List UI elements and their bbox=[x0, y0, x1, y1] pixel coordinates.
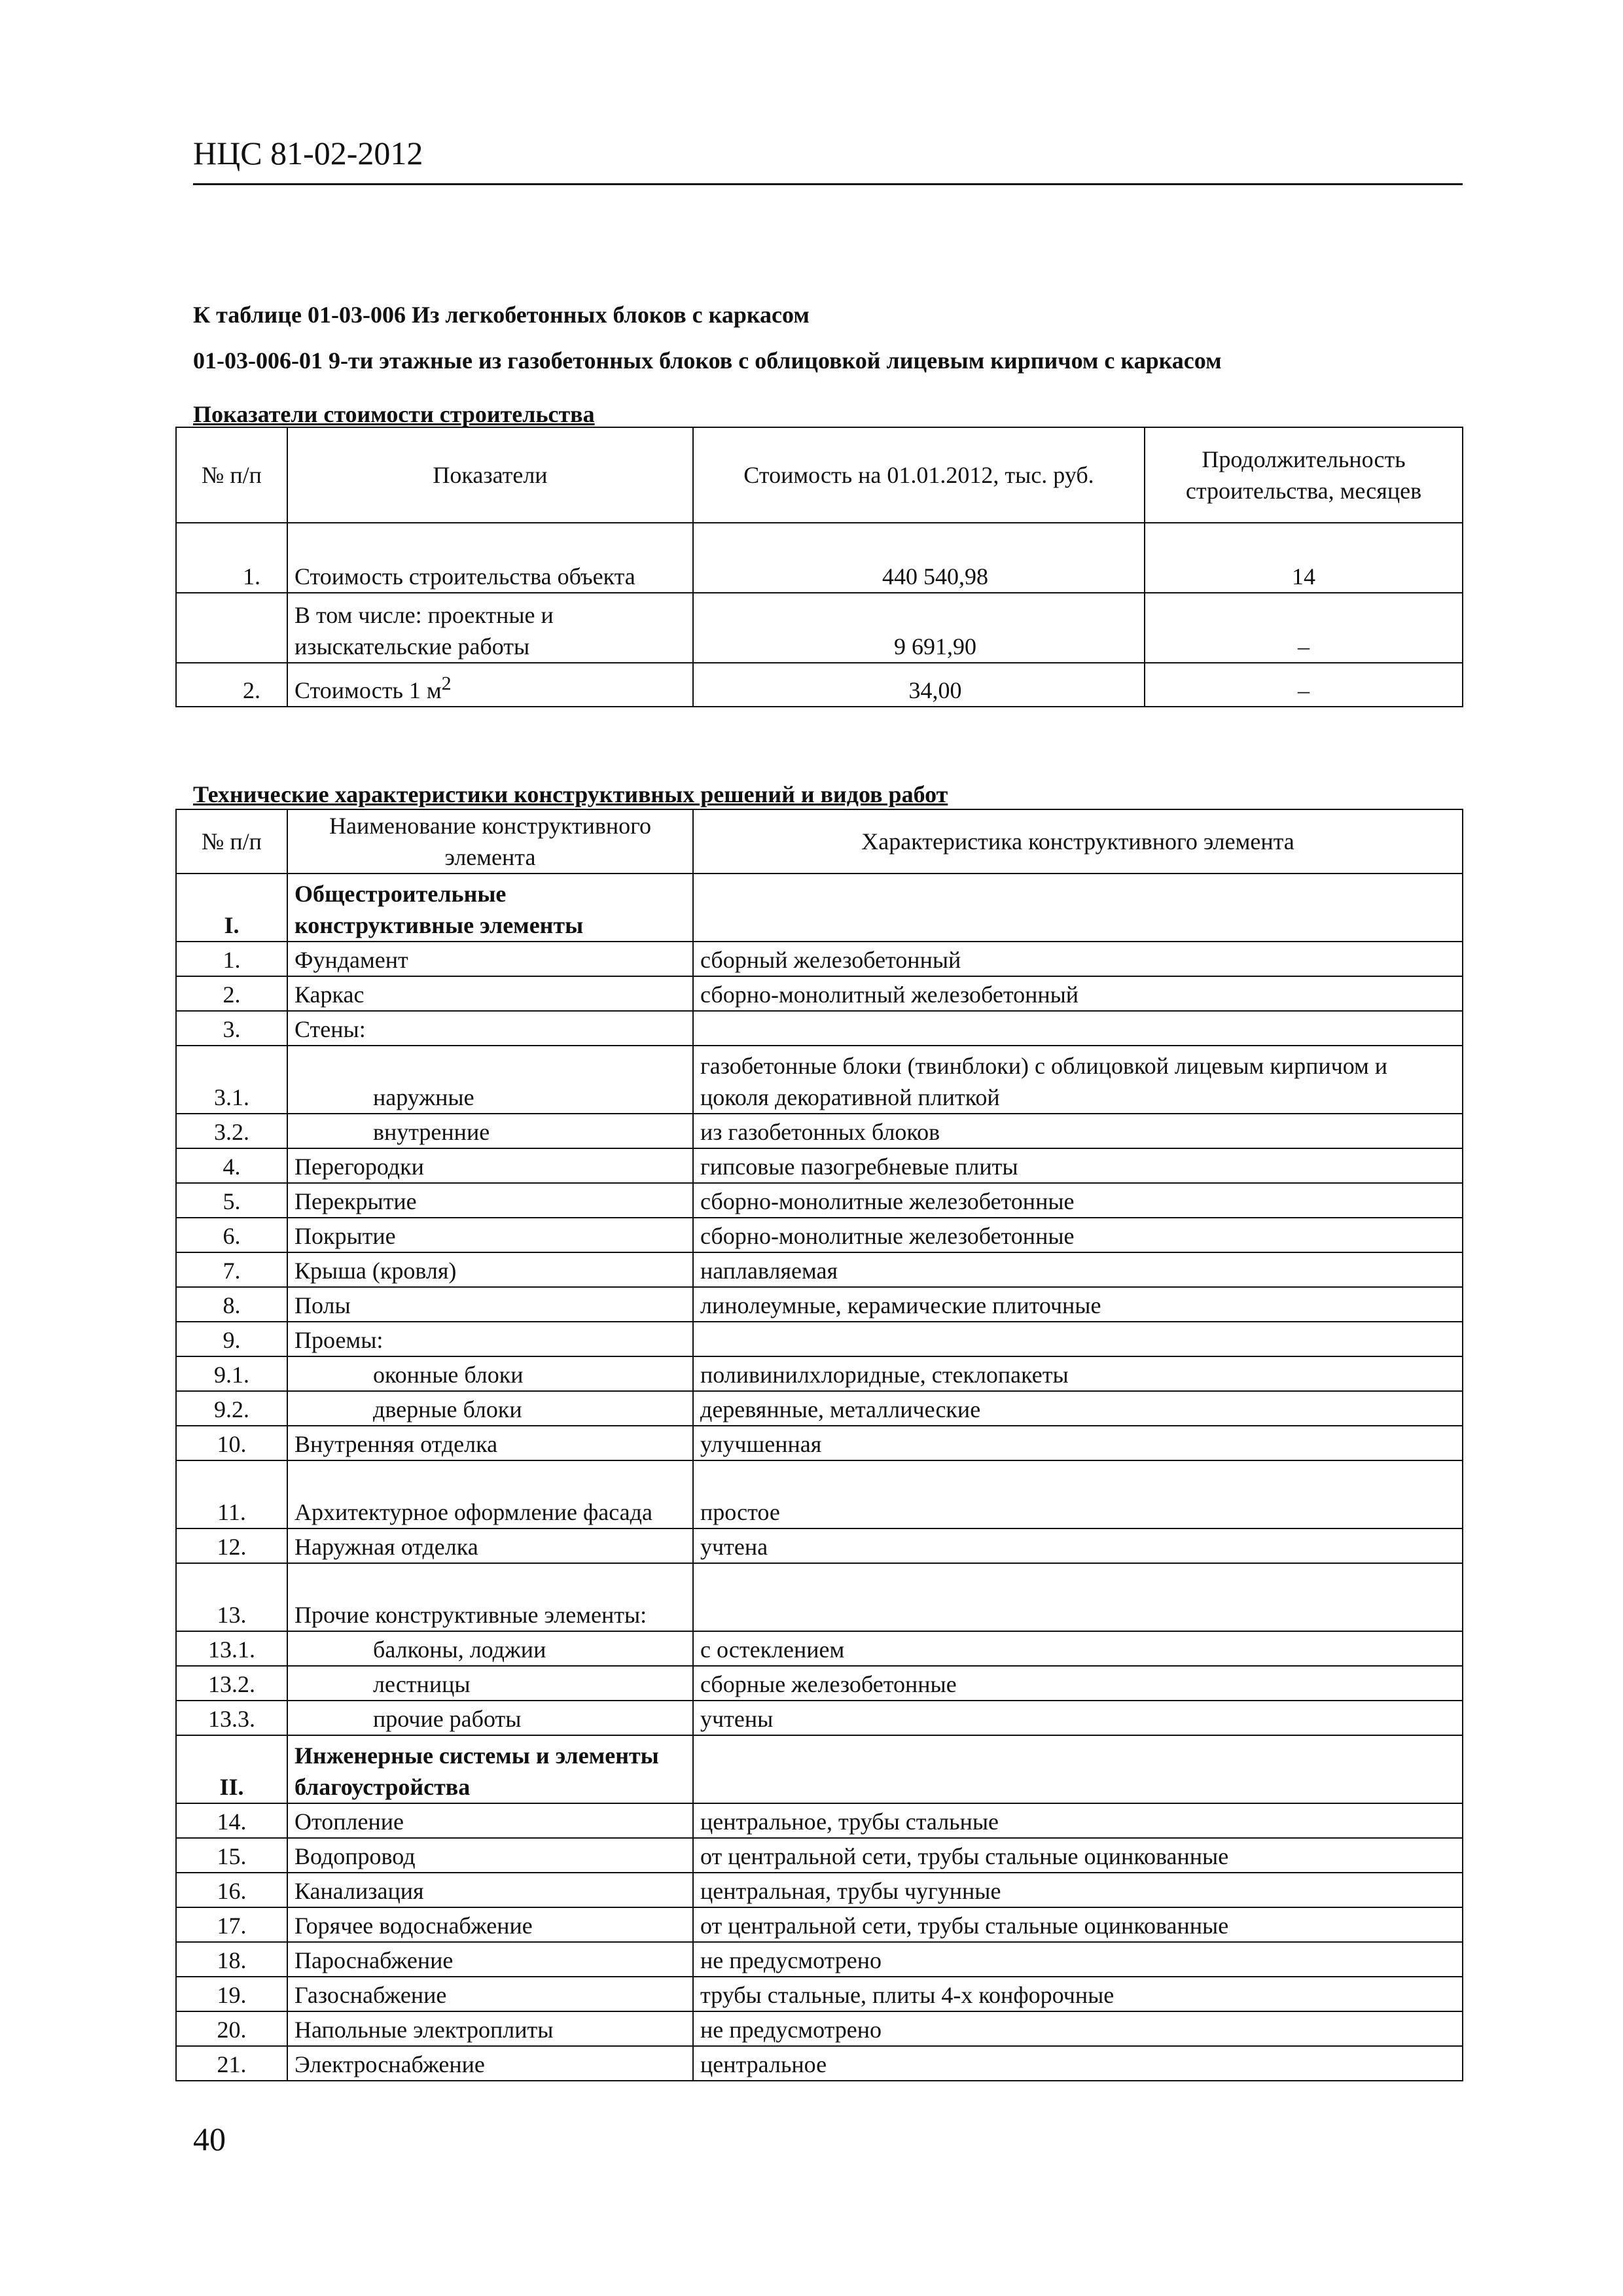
row-element-name: Стены: bbox=[287, 1011, 693, 1046]
row-num bbox=[176, 593, 287, 663]
tech-table bbox=[175, 809, 1463, 2081]
row-characteristic bbox=[693, 1735, 1463, 1803]
row-element-name: прочие работы bbox=[287, 1701, 693, 1735]
row-element-name: Внутренняя отделка bbox=[287, 1426, 693, 1460]
row-element-name: внутренние bbox=[287, 1114, 693, 1148]
row-num: 2. bbox=[176, 663, 287, 707]
row-characteristic: простое bbox=[693, 1460, 1463, 1528]
table-row bbox=[176, 1528, 1463, 1563]
row-indicator bbox=[287, 663, 693, 707]
row-element-name: оконные блоки bbox=[287, 1356, 693, 1391]
table-row bbox=[176, 1631, 1463, 1666]
row-cost: 440 540,98 bbox=[693, 523, 1145, 593]
cost-table bbox=[175, 427, 1463, 707]
row-num: 3.2. bbox=[176, 1114, 287, 1148]
table-row bbox=[176, 1218, 1463, 1252]
row-characteristic: деревянные, металлические bbox=[693, 1391, 1463, 1426]
row-element-name: Общестроительные конструктивные элементы bbox=[287, 874, 693, 942]
table-row bbox=[176, 663, 1463, 707]
table-row bbox=[176, 1391, 1463, 1426]
row-element-name: Наружная отделка bbox=[287, 1528, 693, 1563]
table-row bbox=[176, 2046, 1463, 2081]
row-characteristic: газобетонные блоки (твинблоки) с облицовкой лицевым кирпичом и цоколя декоративной плиткой bbox=[693, 1046, 1463, 1114]
row-num: 1. bbox=[176, 942, 287, 976]
tech-section-title: Технические характеристики конструктивных решений и видов работ bbox=[193, 781, 948, 807]
row-duration: – bbox=[1145, 663, 1463, 707]
row-cost: 9 691,90 bbox=[693, 593, 1145, 663]
table-reference-title: К таблице 01-03-006 Из легкобетонных блоков с каркасом bbox=[193, 302, 810, 328]
row-num: 15. bbox=[176, 1838, 287, 1873]
row-num: 9.2. bbox=[176, 1391, 287, 1426]
row-characteristic: сборно-монолитный железобетонный bbox=[693, 976, 1463, 1011]
cost-section-title: Показатели стоимости строительства bbox=[193, 401, 595, 427]
row-num: 4. bbox=[176, 1148, 287, 1183]
table-row bbox=[176, 942, 1463, 976]
row-element-name: Фундамент bbox=[287, 942, 693, 976]
table-row bbox=[176, 1046, 1463, 1114]
row-num: 8. bbox=[176, 1287, 287, 1322]
table-row bbox=[176, 1873, 1463, 1907]
row-num: 5. bbox=[176, 1183, 287, 1218]
row-num: 6. bbox=[176, 1218, 287, 1252]
row-num: 13.1. bbox=[176, 1631, 287, 1666]
table-row bbox=[176, 523, 1463, 593]
superscript: 2 bbox=[441, 673, 452, 694]
table-row bbox=[176, 1460, 1463, 1528]
row-characteristic: улучшенная bbox=[693, 1426, 1463, 1460]
table-row bbox=[176, 1322, 1463, 1356]
row-characteristic bbox=[693, 874, 1463, 942]
row-element-name: Покрытие bbox=[287, 1218, 693, 1252]
row-characteristic: трубы стальные, плиты 4-х конфорочные bbox=[693, 1977, 1463, 2011]
row-num: 13.2. bbox=[176, 1666, 287, 1701]
table-row bbox=[176, 1287, 1463, 1322]
table-row bbox=[176, 1735, 1463, 1803]
row-num: 17. bbox=[176, 1907, 287, 1942]
row-num: 3.1. bbox=[176, 1046, 287, 1114]
header-duration: Продолжительность строительства, месяцев bbox=[1145, 427, 1463, 523]
table-row bbox=[176, 1942, 1463, 1977]
row-element-name: лестницы bbox=[287, 1666, 693, 1701]
row-num: 20. bbox=[176, 2011, 287, 2046]
row-num: 14. bbox=[176, 1803, 287, 1838]
row-num: 2. bbox=[176, 976, 287, 1011]
row-num: 13.3. bbox=[176, 1701, 287, 1735]
row-characteristic bbox=[693, 1011, 1463, 1046]
row-num: 12. bbox=[176, 1528, 287, 1563]
row-element-name: Крыша (кровля) bbox=[287, 1252, 693, 1287]
row-characteristic bbox=[693, 1322, 1463, 1356]
table-row bbox=[176, 1148, 1463, 1183]
row-num: 11. bbox=[176, 1460, 287, 1528]
row-num: 1. bbox=[176, 523, 287, 593]
row-element-name: Горячее водоснабжение bbox=[287, 1907, 693, 1942]
row-characteristic: наплавляемая bbox=[693, 1252, 1463, 1287]
row-num: 9. bbox=[176, 1322, 287, 1356]
header-rule bbox=[193, 183, 1463, 185]
table-row bbox=[176, 1114, 1463, 1148]
table-row bbox=[176, 1252, 1463, 1287]
row-characteristic: центральная, трубы чугунные bbox=[693, 1873, 1463, 1907]
row-num: II. bbox=[176, 1735, 287, 1803]
row-characteristic: сборно-монолитные железобетонные bbox=[693, 1183, 1463, 1218]
row-duration: – bbox=[1145, 593, 1463, 663]
row-characteristic: сборные железобетонные bbox=[693, 1666, 1463, 1701]
row-characteristic: не предусмотрено bbox=[693, 2011, 1463, 2046]
row-characteristic: линолеумные, керамические плиточные bbox=[693, 1287, 1463, 1322]
row-num: 18. bbox=[176, 1942, 287, 1977]
row-characteristic: гипсовые пазогребневые плиты bbox=[693, 1148, 1463, 1183]
row-characteristic: от центральной сети, трубы стальные оцинкованные bbox=[693, 1907, 1463, 1942]
row-characteristic: не предусмотрено bbox=[693, 1942, 1463, 1977]
row-element-name: Пароснабжение bbox=[287, 1942, 693, 1977]
table-header-row bbox=[176, 427, 1463, 523]
table-row bbox=[176, 1803, 1463, 1838]
row-element-name: Архитектурное оформление фасада bbox=[287, 1460, 693, 1528]
row-indicator: В том числе: проектные и изыскательские работы bbox=[287, 593, 693, 663]
row-element-name: Водопровод bbox=[287, 1838, 693, 1873]
row-element-name: Прочие конструктивные элементы: bbox=[287, 1563, 693, 1631]
table-row bbox=[176, 1701, 1463, 1735]
row-element-name: Отопление bbox=[287, 1803, 693, 1838]
row-num: I. bbox=[176, 874, 287, 942]
table-row bbox=[176, 1011, 1463, 1046]
row-characteristic: поливинилхлоридные, стеклопакеты bbox=[693, 1356, 1463, 1391]
header-num: № п/п bbox=[176, 809, 287, 874]
table-row bbox=[176, 874, 1463, 942]
row-num: 16. bbox=[176, 1873, 287, 1907]
row-characteristic: центральное, трубы стальные bbox=[693, 1803, 1463, 1838]
row-duration: 14 bbox=[1145, 523, 1463, 593]
table-row bbox=[176, 1666, 1463, 1701]
row-num: 19. bbox=[176, 1977, 287, 2011]
row-element-name: наружные bbox=[287, 1046, 693, 1114]
header-indicator: Показатели bbox=[287, 427, 693, 523]
row-characteristic: центральное bbox=[693, 2046, 1463, 2081]
item-title: 01-03-006-01 9-ти этажные из газобетонных блоков с облицовкой лицевым кирпичом с каркасом bbox=[193, 347, 1222, 374]
table-row bbox=[176, 1356, 1463, 1391]
row-num: 7. bbox=[176, 1252, 287, 1287]
row-num: 10. bbox=[176, 1426, 287, 1460]
row-num: 13. bbox=[176, 1563, 287, 1631]
table-row bbox=[176, 1907, 1463, 1942]
row-element-name: Напольные электроплиты bbox=[287, 2011, 693, 2046]
row-element-name: Проемы: bbox=[287, 1322, 693, 1356]
row-characteristic bbox=[693, 1563, 1463, 1631]
tech-table-body bbox=[176, 874, 1463, 2081]
header-characteristic: Характеристика конструктивного элемента bbox=[693, 809, 1463, 874]
table-row bbox=[176, 1977, 1463, 2011]
table-row bbox=[176, 976, 1463, 1011]
row-element-name: Электроснабжение bbox=[287, 2046, 693, 2081]
table-header-row bbox=[176, 809, 1463, 874]
row-characteristic: с остеклением bbox=[693, 1631, 1463, 1666]
row-element-name: Каркас bbox=[287, 976, 693, 1011]
row-characteristic: сборный железобетонный bbox=[693, 942, 1463, 976]
row-characteristic: учтена bbox=[693, 1528, 1463, 1563]
table-row bbox=[176, 593, 1463, 663]
table-row bbox=[176, 1563, 1463, 1631]
header-num: № п/п bbox=[176, 427, 287, 523]
table-row bbox=[176, 1426, 1463, 1460]
row-element-name: Газоснабжение bbox=[287, 1977, 693, 2011]
row-characteristic: сборно-монолитные железобетонные bbox=[693, 1218, 1463, 1252]
row-element-name: Инженерные системы и элементы благоустройства bbox=[287, 1735, 693, 1803]
header-name: Наименование конструктивного элемента bbox=[287, 809, 693, 874]
table-row bbox=[176, 1838, 1463, 1873]
header-cost: Стоимость на 01.01.2012, тыс. руб. bbox=[693, 427, 1145, 523]
page-number: 40 bbox=[193, 2121, 226, 2157]
row-cost: 34,00 bbox=[693, 663, 1145, 707]
row-indicator: Стоимость строительства объекта bbox=[287, 523, 693, 593]
row-characteristic: учтены bbox=[693, 1701, 1463, 1735]
row-element-name: дверные блоки bbox=[287, 1391, 693, 1426]
table-row bbox=[176, 2011, 1463, 2046]
document-code: НЦС 81-02-2012 bbox=[193, 135, 423, 171]
row-characteristic: от центральной сети, трубы стальные оцинкованные bbox=[693, 1838, 1463, 1873]
row-element-name: Канализация bbox=[287, 1873, 693, 1907]
indicator-text: Стоимость 1 м bbox=[294, 677, 442, 703]
row-num: 9.1. bbox=[176, 1356, 287, 1391]
row-num: 3. bbox=[176, 1011, 287, 1046]
row-element-name: Полы bbox=[287, 1287, 693, 1322]
row-num: 21. bbox=[176, 2046, 287, 2081]
row-characteristic: из газобетонных блоков bbox=[693, 1114, 1463, 1148]
table-row bbox=[176, 1183, 1463, 1218]
row-element-name: Перегородки bbox=[287, 1148, 693, 1183]
row-element-name: балконы, лоджии bbox=[287, 1631, 693, 1666]
row-element-name: Перекрытие bbox=[287, 1183, 693, 1218]
